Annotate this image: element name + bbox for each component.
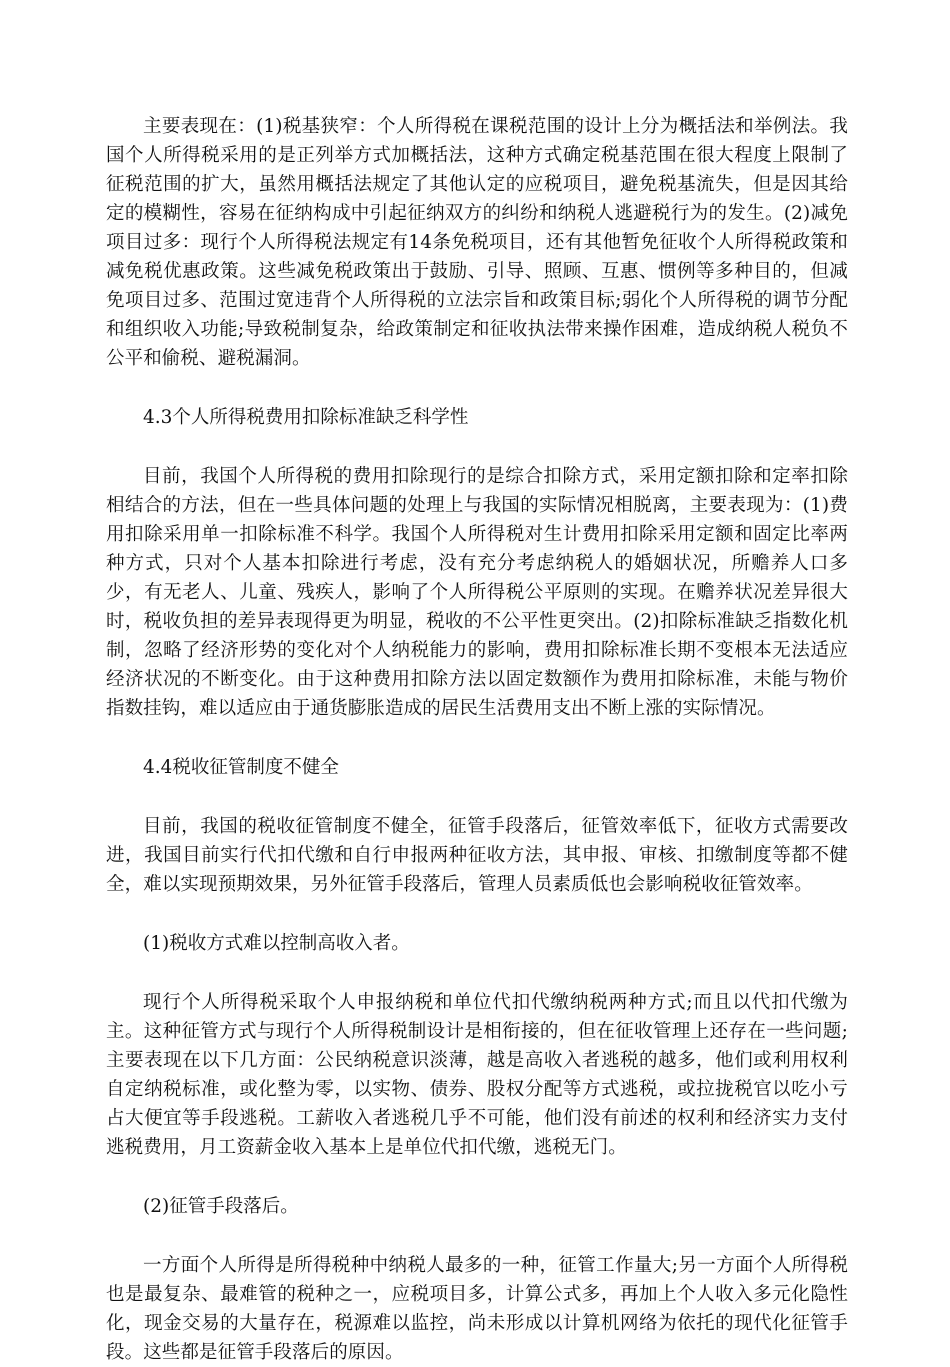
paragraph-deduction-standard: 目前，我国个人所得税的费用扣除现行的是综合扣除方式，采用定额扣除和定率扣除相结合的方法，但在一些具体问题的处理上与我国的实际情况相脱离，主要表现为：(1)费用扣除采用单一扣除标准不科学。我国个人所得税对生计费用扣除采用定额和固定比率两种方式，只对个人基本扣除进行考虑，没有充分考虑纳税人的婚姻状况，所赡养人口多少，有无老人、儿童、残疾人，影响了个人所得税公平原则的实现。在赡养状况差异很大时，税收负担的差异表现得更为明显，税收的不公平性更突出。(2)扣除标准缺乏指数化机制，忽略了经济形势的变化对个人纳税能力的影响，费用扣除标准长期不变根本无法适应经济状况的不断变化。由于这种费用扣除方法以固定数额作为费用扣除标准，未能与物价指数挂钩，难以适应由于通货膨胀造成的居民生活费用支出不断上涨的实际情况。 (106, 466, 848, 719)
paragraph-gap (106, 782, 848, 812)
paragraph-collection-system: 目前，我国的税收征管制度不健全，征管手段落后，征管效率低下，征收方式需要改进，我国目前实行代扣代缴和自行申报两种征收方法，其申报、审核、扣缴制度等都不健全，难以实现预期效果，另外征管手段落后，管理人员素质低也会影响税收征管效率。 (106, 816, 848, 895)
paragraph-gap (106, 723, 848, 753)
section-heading-4-4: 4.4税收征管制度不健全 (143, 757, 339, 778)
paragraph-gap (106, 899, 848, 929)
paragraph-high-income: 现行个人所得税采取个人申报纳税和单位代扣代缴纳税两种方式;而且以代扣代缴为主。这种征管方式与现行个人所得税制设计是相衔接的，但在征收管理上还存在一些问题;主要表现在以下几方面：公民纳税意识淡薄，越是高收入者逃税的越多，他们或利用权利自定纳税标准，或化整为零，以实物、债券、股权分配等方式逃税，或拉拢税官以吃小亏占大便宜等手段逃税。工薪收入者逃税几乎不可能，他们没有前述的权利和经济实力支付逃税费用，月工资薪金收入基本上是单位代扣代缴，逃税无门。 (106, 992, 848, 1158)
paragraph-gap (106, 1162, 848, 1192)
section-heading-4-3: 4.3个人所得税费用扣除标准缺乏科学性 (143, 407, 469, 428)
subheading-high-income: (1)税收方式难以控制高收入者。 (143, 933, 410, 954)
paragraph-outdated-means: 一方面个人所得是所得税种中纳税人最多的一种，征管工作量大;另一方面个人所得税也是最复杂、最难管的税种之一，应税项目多，计算公式多，再加上个人收入多元化隐性化，现金交易的大量存在，税源难以监控，尚未形成以计算机网络为依托的现代化征管手段。这些都是征管手段落后的原因。 (106, 1255, 848, 1363)
paragraph-gap (106, 1221, 848, 1251)
paragraph-gap (106, 373, 848, 403)
document-page (106, 112, 848, 1367)
paragraph-gap (106, 958, 848, 988)
paragraph-main-issues: 主要表现在：(1)税基狭窄：个人所得税在课税范围的设计上分为概括法和举例法。我国个人所得税采用的是正列举方式加概括法，这种方式确定税基范围在很大程度上限制了征税范围的扩大，虽然用概括法规定了其他认定的应税项目，避免税基流失，但是因其给定的模糊性，容易在征纳构成中引起征纳双方的纠纷和纳税人逃避税行为的发生。(2)减免项目过多：现行个人所得税法规定有14条免税项目，还有其他暂免征收个人所得税政策和减免税优惠政策。这些减免税政策出于鼓励、引导、照顾、互惠、惯例等多种目的，但减免项目过多、范围过宽违背个人所得税的立法宗旨和政策目标;弱化个人所得税的调节分配和组织收入功能;导致税制复杂，给政策制定和征收执法带来操作困难，造成纳税人税负不公平和偷税、避税漏洞。 (106, 116, 848, 369)
subheading-outdated-means: (2)征管手段落后。 (143, 1196, 299, 1217)
paragraph-gap (106, 432, 848, 462)
